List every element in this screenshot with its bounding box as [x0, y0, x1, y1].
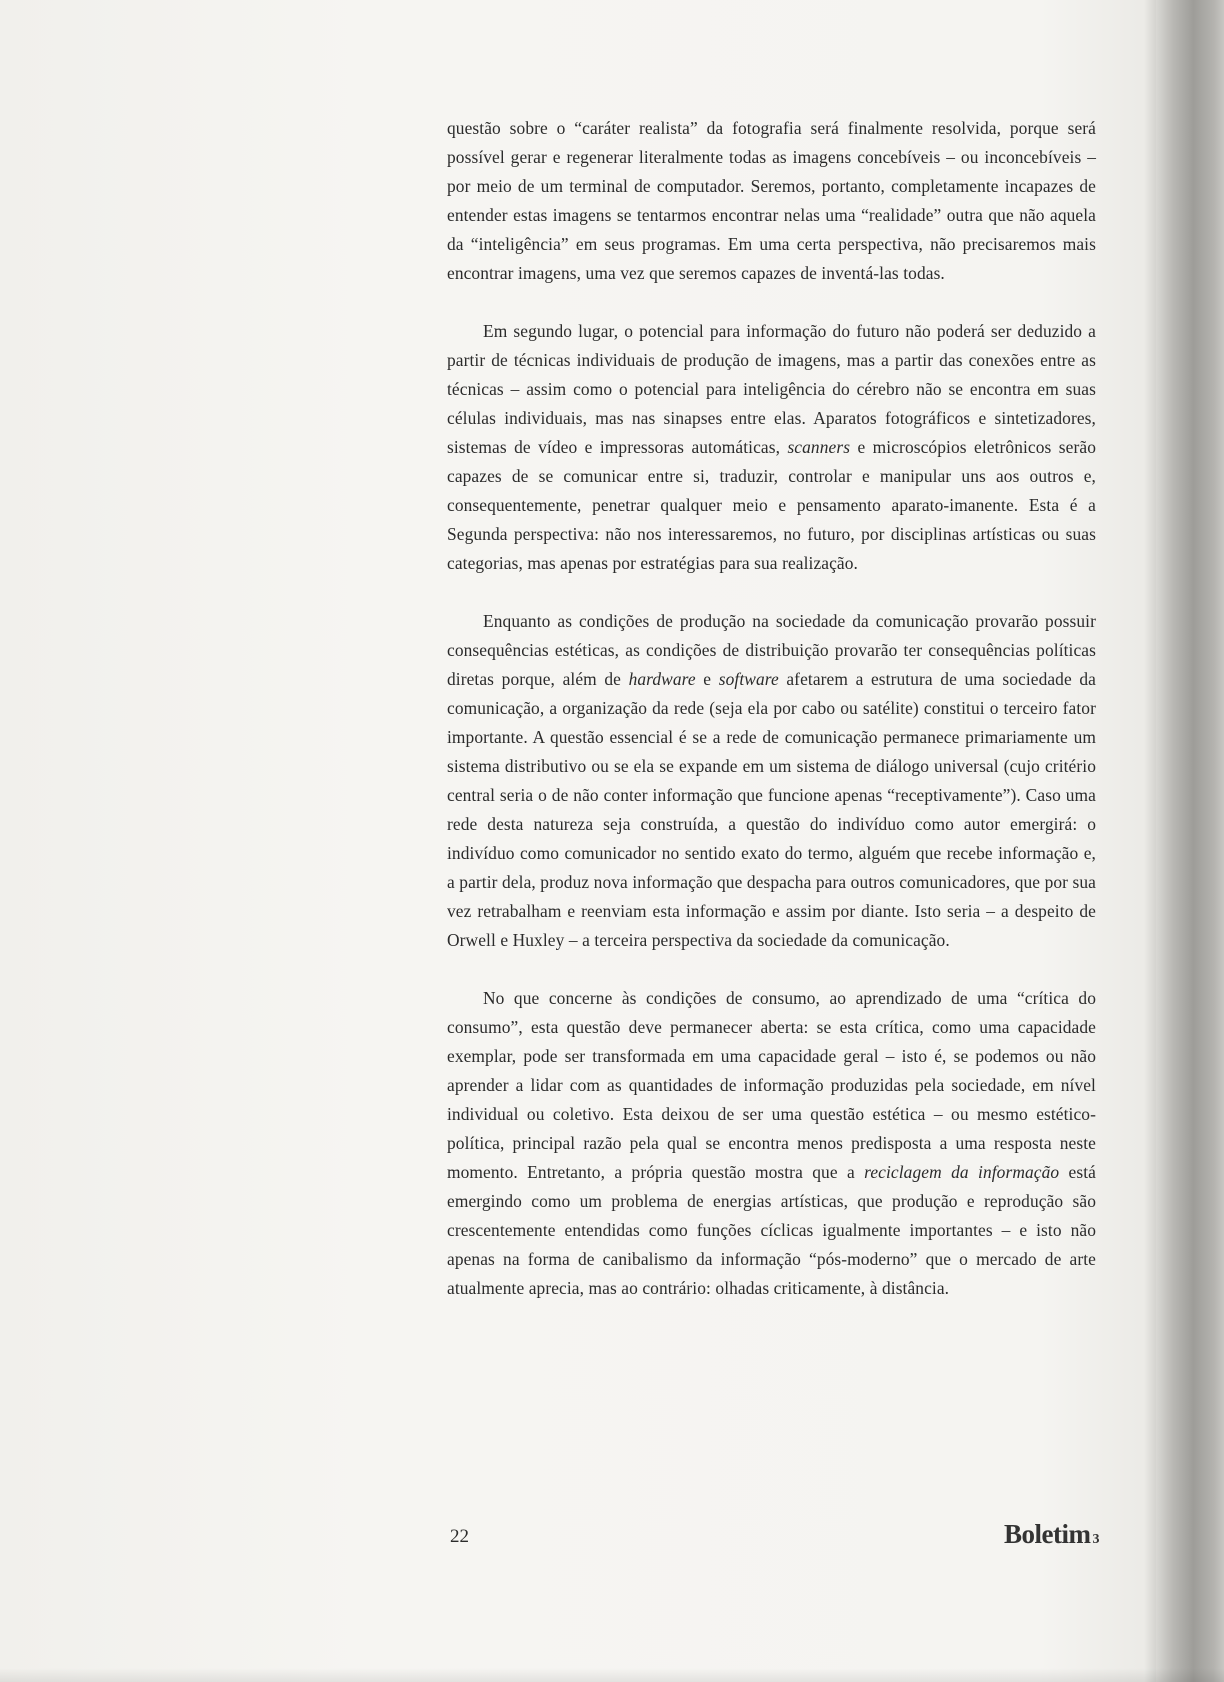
- paragraph: [447, 317, 1096, 578]
- book-spine: [1156, 0, 1224, 1682]
- italic-term: reciclagem da informação: [864, 1162, 1060, 1182]
- italic-term: hardware: [628, 669, 696, 689]
- page-number: 22: [450, 1526, 469, 1547]
- page-gutter-shadow: [1144, 0, 1156, 1682]
- text-run: questão sobre o “caráter realista” da fotografia será finalmente resolvida, porque será possível gerar e regenerar literalmente todas as imagens concebíveis – ou inconcebíveis – por meio de um terminal de computador. Seremos, portanto, completamente incapazes de entender estas imagens se tentarmos encontrar nelas uma “realidade” outra que não aquela da “inteligência” em seus programas. Em uma certa perspectiva, não precisaremos mais encontrar imagens, uma vez que seremos capazes de inventá-las todas.: [447, 118, 1096, 283]
- text-run: está emergindo como um problema de energias artísticas, que produção e reprodução são crescentemente entendidas como funções cíclicas igualmente importantes – e isto não apenas na forma de canibalismo da informação “pós-moderno” que o mercado de arte atualmente aprecia, mas ao contrário: olhadas criticamente, à distância.: [447, 1162, 1096, 1298]
- page-bottom-edge: [0, 1668, 1224, 1682]
- text-run: afetarem a estrutura de uma sociedade da comunicação, a organização da rede (seja ela por cabo ou satélite) constitui o terceiro fator importante. A questão essencial é se a rede de comunicação permanece primariamente um sistema distributivo ou se ela se expande em um sistema de diálogo universal (cujo critério central seria o de não conter informação que funcione apenas “receptivamente”). Caso uma rede desta natureza seja construída, a questão do indivíduo como autor emergirá: o indivíduo como comunicador no sentido exato do termo, alguém que recebe informação e, a partir dela, produz nova informação que despacha para outros comunicadores, que por sua vez retrabalham e reenviam esta informação e assim por diante. Isto seria – a despeito de Orwell e Huxley – a terceira perspectiva da sociedade da comunicação.: [447, 669, 1096, 950]
- publication-name: Boletim: [1004, 1519, 1091, 1549]
- publication-logo: [1004, 1519, 1099, 1550]
- text-run: e: [695, 669, 719, 689]
- paragraph: [447, 984, 1096, 1303]
- text-run: e microscópios eletrônicos serão capazes de se comunicar entre si, traduzir, controlar e manipular uns aos outros e, consequentemente, penetrar qualquer meio e pensamento aparato-imanente. Esta é a Segunda perspectiva: não nos interessaremos, no futuro, por disciplinas artísticas ou suas categorias, mas apenas por estratégias para sua realização.: [447, 437, 1096, 573]
- text-run: No que concerne às condições de consumo, ao aprendizado de uma “crítica do consumo”, esta questão deve permanecer aberta: se esta crítica, como uma capacidade exemplar, pode ser transformada em uma capacidade geral – isto é, se podemos ou não aprender a lidar com as quantidades de informação produzidas pela sociedade, em nível individual ou coletivo. Esta deixou de ser uma questão estética – ou mesmo estético-política, principal razão pela qual se encontra menos predisposta a uma resposta neste momento. Entretanto, a própria questão mostra que a: [447, 988, 1096, 1182]
- text-run: Em segundo lugar, o potencial para informação do futuro não poderá ser deduzido a partir de técnicas individuais de produção de imagens, mas a partir das conexões entre as técnicas – assim como o potencial para inteligência do cérebro não se encontra em suas células individuais, mas nas sinapses entre elas. Aparatos fotográficos e sintetizadores, sistemas de vídeo e impressoras automáticas,: [447, 321, 1096, 457]
- text-run: Enquanto as condições de produção na sociedade da comunicação provarão possuir consequências estéticas, as condições de distribuição provarão ter consequências políticas diretas porque, além de: [447, 611, 1096, 689]
- italic-term: software: [718, 669, 779, 689]
- body-text: [447, 114, 1096, 1332]
- issue-number: 3: [1092, 1532, 1099, 1547]
- paragraph: [447, 114, 1096, 288]
- paragraph: [447, 607, 1096, 955]
- italic-term: scanners: [787, 437, 851, 457]
